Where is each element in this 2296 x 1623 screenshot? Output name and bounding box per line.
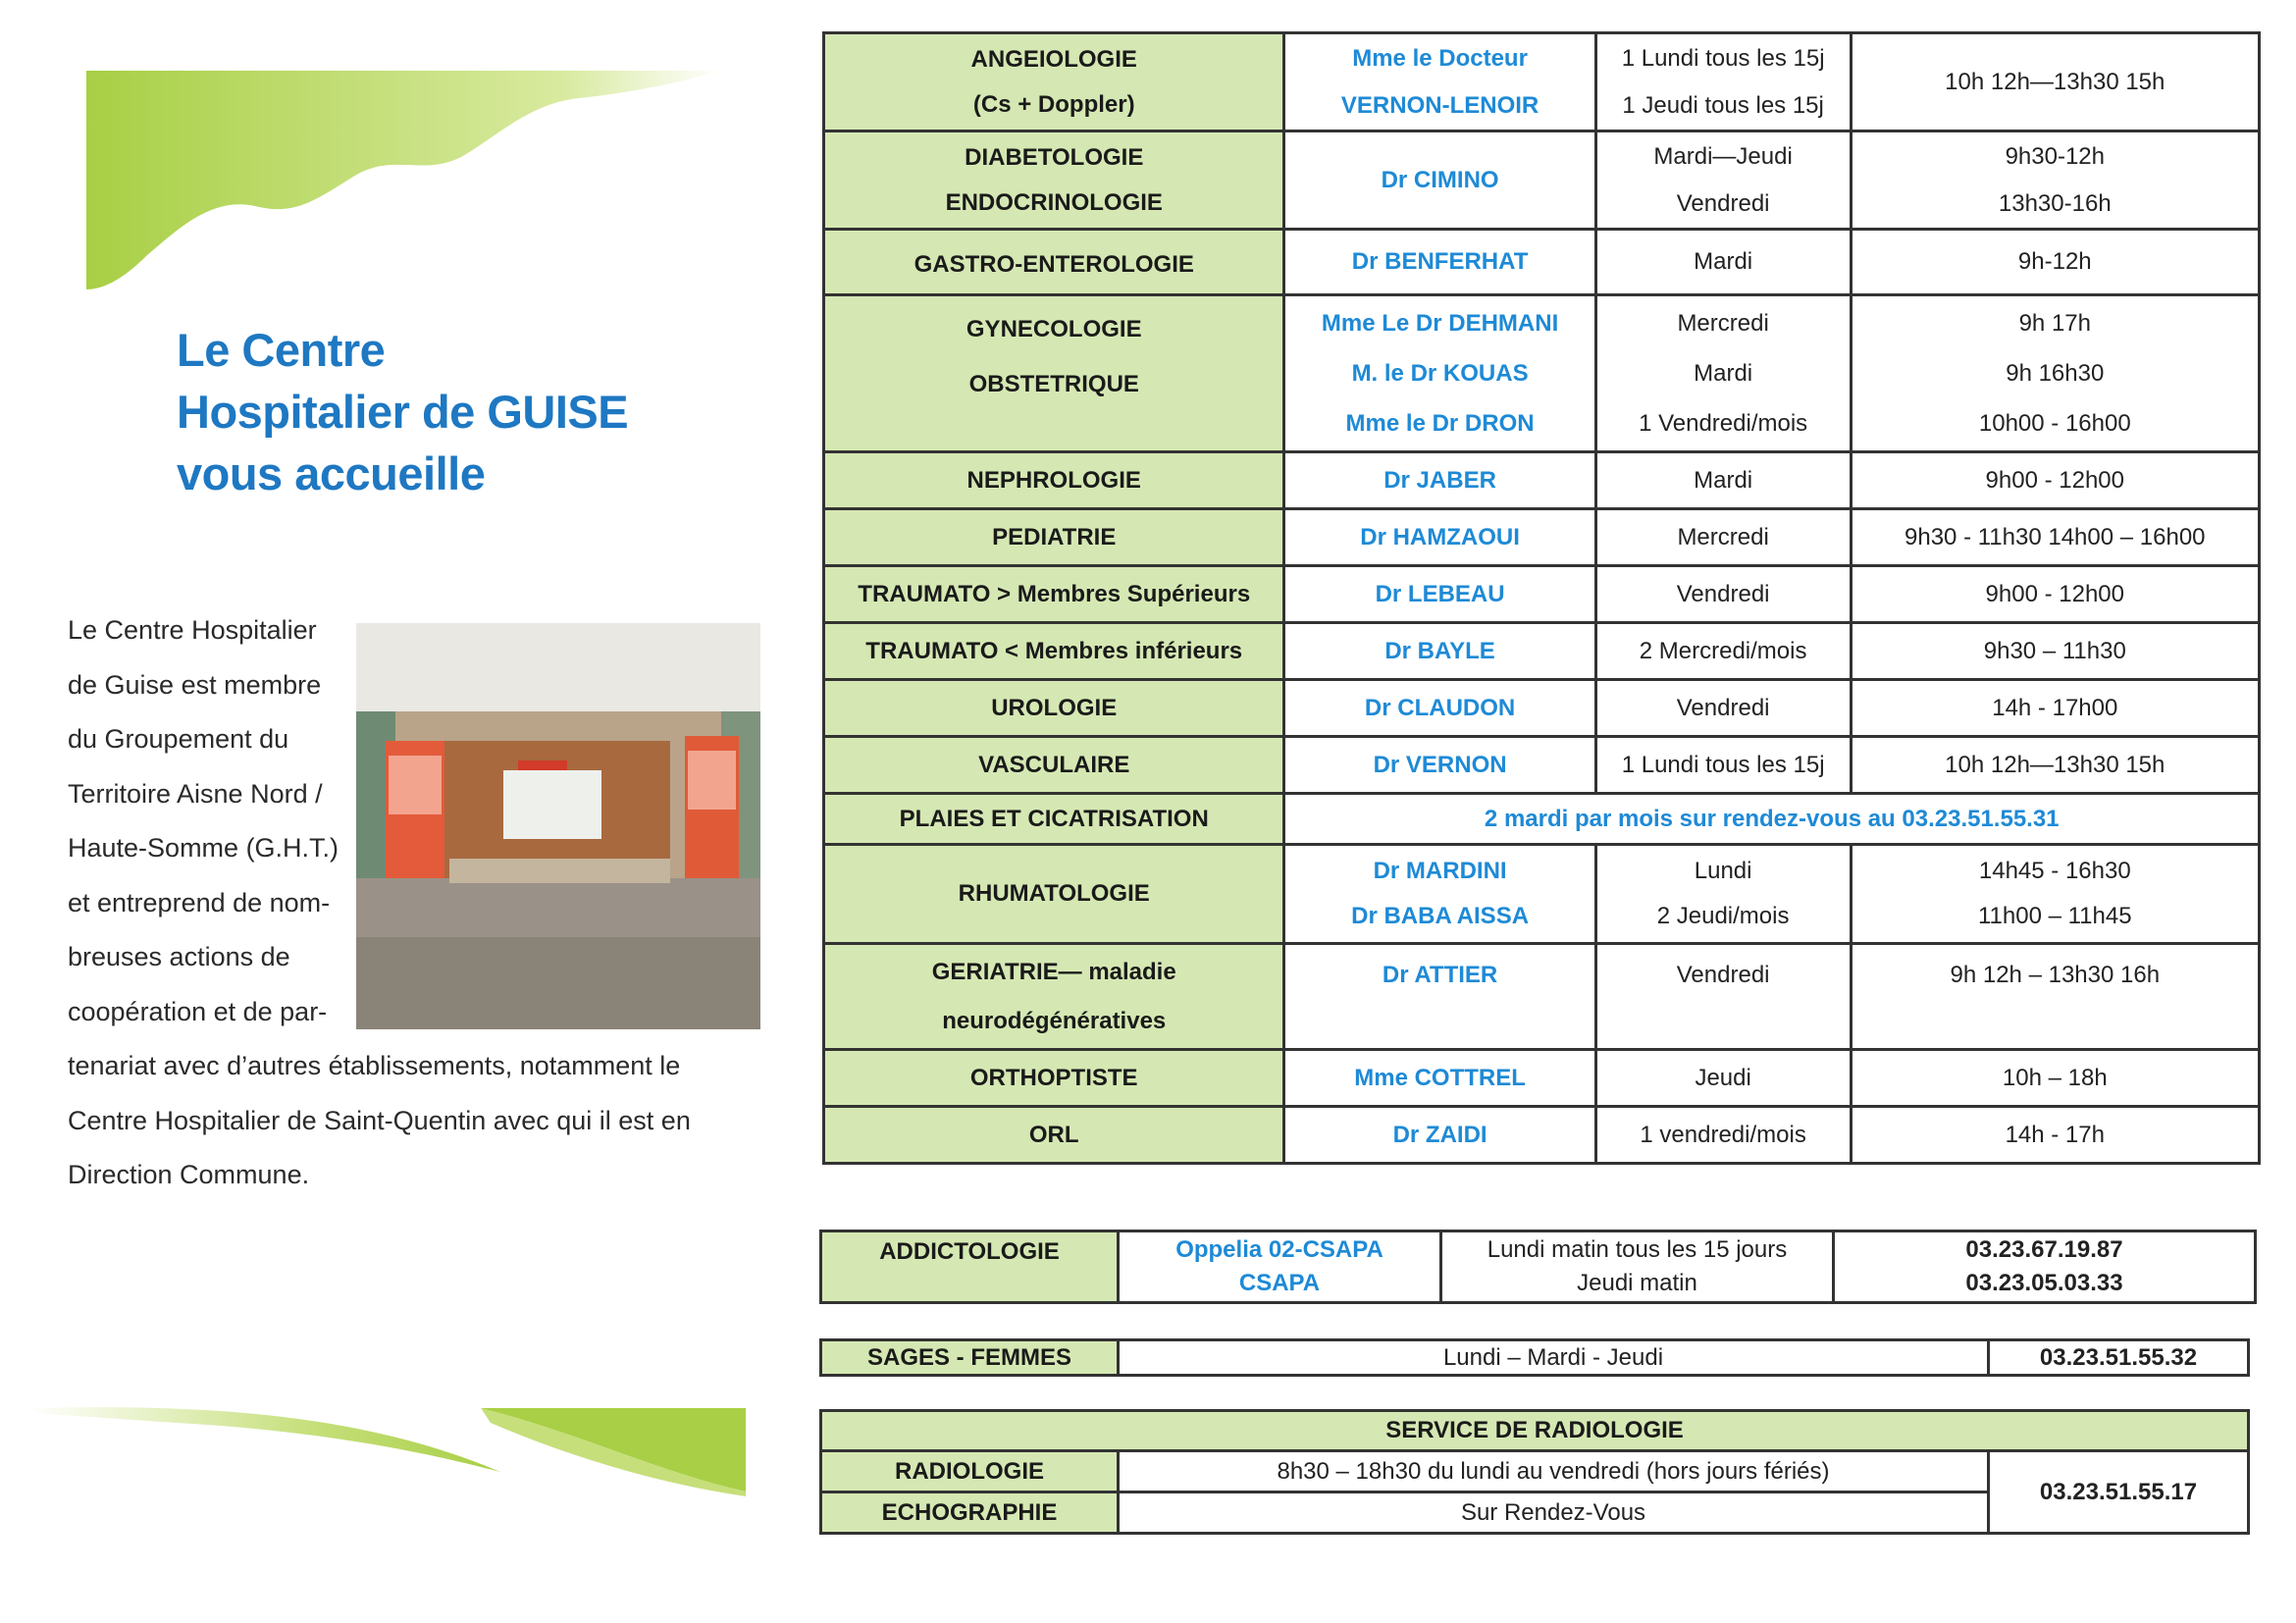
days-cell bbox=[1595, 295, 1851, 452]
green-wave-decoration bbox=[0, 59, 746, 304]
hours-cell bbox=[1851, 295, 2259, 452]
days-cell-line: Mardi bbox=[1694, 360, 1753, 387]
table-row bbox=[824, 131, 2260, 230]
table-row bbox=[824, 845, 2260, 944]
specialty-cell-line: UROLOGIE bbox=[991, 694, 1118, 721]
doctor-cell-line: Dr CLAUDON bbox=[1364, 694, 1516, 721]
doctor-cell bbox=[1284, 680, 1595, 737]
specialty-cell bbox=[824, 131, 1284, 230]
days-line: Jeudi matin bbox=[1577, 1270, 1697, 1296]
intro-line: breuses actions de bbox=[68, 942, 290, 971]
addictologie-label: ADDICTOLOGIE bbox=[821, 1231, 1119, 1303]
doctor-cell bbox=[1284, 230, 1595, 295]
table-row bbox=[824, 230, 2260, 295]
specialty-cell-line: OBSTETRIQUE bbox=[968, 371, 1139, 397]
echographie-info: Sur Rendez-Vous bbox=[1119, 1492, 1989, 1534]
days-cell bbox=[1595, 131, 1851, 230]
days-cell bbox=[1595, 1050, 1851, 1107]
addictologie-table bbox=[819, 1230, 2257, 1304]
specialty-cell-line: PLAIES ET CICATRISATION bbox=[899, 805, 1209, 832]
addictologie-days bbox=[1441, 1231, 1834, 1303]
doctor-cell bbox=[1284, 295, 1595, 452]
specialty-cell-line: neurodégénératives bbox=[942, 1007, 1167, 1034]
days-cell-line: 1 Lundi tous les 15j bbox=[1621, 44, 1825, 72]
merged-info: 2 mardi par mois sur rendez-vous au 03.23.51.55.31 bbox=[1284, 794, 2260, 845]
green-band-decoration bbox=[29, 1393, 756, 1501]
org-line: Oppelia 02-CSAPA bbox=[1175, 1236, 1383, 1263]
specialty-cell bbox=[824, 452, 1284, 509]
days-line: Lundi matin tous les 15 jours bbox=[1487, 1236, 1788, 1263]
days-cell bbox=[1595, 623, 1851, 680]
hours-cell-line: 9h30 – 11h30 bbox=[1983, 637, 2126, 664]
days-cell-line: Mardi bbox=[1694, 248, 1753, 275]
org-line: CSAPA bbox=[1238, 1270, 1321, 1296]
hours-cell-line: 9h30-12h bbox=[2005, 142, 2105, 170]
hours-cell bbox=[1851, 131, 2259, 230]
days-cell bbox=[1595, 33, 1851, 131]
hours-cell bbox=[1851, 1107, 2259, 1164]
table-row bbox=[824, 566, 2260, 623]
hours-cell-line: 14h - 17h bbox=[2005, 1121, 2105, 1148]
radiologie-info: 8h30 – 18h30 du lundi au vendredi (hors jours fériés) bbox=[1119, 1451, 1989, 1492]
doctor-cell-line: Dr MARDINI bbox=[1373, 858, 1507, 884]
specialty-cell-line: TRAUMATO < Membres inférieurs bbox=[865, 637, 1243, 664]
days-cell-line: Mardi—Jeudi bbox=[1653, 142, 1793, 170]
hours-cell bbox=[1851, 566, 2259, 623]
specialty-cell-line: (Cs + Doppler) bbox=[972, 90, 1135, 118]
specialty-cell bbox=[824, 680, 1284, 737]
specialty-cell-line: RHUMATOLOGIE bbox=[958, 880, 1150, 907]
table-row bbox=[824, 509, 2260, 566]
specialty-cell bbox=[824, 566, 1284, 623]
table-row bbox=[824, 295, 2260, 452]
days-cell-line: Vendredi bbox=[1676, 580, 1770, 607]
doctor-cell-line: Dr BABA AISSA bbox=[1351, 903, 1530, 929]
hours-cell-line: 10h – 18h bbox=[2002, 1064, 2108, 1091]
days-cell-line: Mercredi bbox=[1677, 523, 1769, 550]
phone-number: 03.23.51.55.17 bbox=[1989, 1451, 2249, 1534]
days-cell bbox=[1595, 452, 1851, 509]
hours-cell bbox=[1851, 680, 2259, 737]
phone-number: 03.23.05.03.33 bbox=[1965, 1270, 2123, 1296]
page-title bbox=[177, 319, 765, 504]
specialty-cell-line: DIABETOLOGIE bbox=[965, 143, 1144, 171]
specialty-cell-line: GERIATRIE— maladie bbox=[931, 958, 1176, 985]
doctor-cell bbox=[1284, 944, 1595, 1050]
specialty-cell-line: VASCULAIRE bbox=[978, 751, 1130, 778]
table-row bbox=[824, 794, 2260, 845]
intro-line: et entreprend de nom- bbox=[68, 887, 331, 917]
intro-line: Territoire Aisne Nord / bbox=[68, 778, 323, 809]
doctor-cell-line: Dr HAMZAOUI bbox=[1360, 523, 1520, 550]
hours-cell bbox=[1851, 944, 2259, 1050]
days-cell-line: Vendredi bbox=[1676, 694, 1770, 721]
specialty-cell bbox=[824, 944, 1284, 1050]
doctor-cell-line: Dr CIMINO bbox=[1381, 166, 1499, 193]
specialty-cell bbox=[824, 1107, 1284, 1164]
hours-cell bbox=[1851, 230, 2259, 295]
days-cell-line: 1 Lundi tous les 15j bbox=[1621, 751, 1825, 778]
hours-cell bbox=[1851, 509, 2259, 566]
addictologie-org bbox=[1119, 1231, 1441, 1303]
intro-line: Centre Hospitalier de Saint-Quentin avec qui il est en bbox=[68, 1105, 691, 1135]
doctor-cell-line: M. le Dr KOUAS bbox=[1351, 360, 1529, 387]
specialty-cell-line: ORTHOPTISTE bbox=[969, 1064, 1138, 1091]
title-line-3: vous accueille bbox=[177, 447, 486, 499]
table-row bbox=[824, 1050, 2260, 1107]
hours-cell-line: 9h30 - 11h30 14h00 – 16h00 bbox=[1905, 523, 2206, 550]
hours-cell-line: 9h00 - 12h00 bbox=[1985, 580, 2125, 607]
table-row bbox=[824, 452, 2260, 509]
phone-number: 03.23.67.19.87 bbox=[1965, 1236, 2123, 1263]
doctor-cell bbox=[1284, 623, 1595, 680]
days-cell bbox=[1595, 845, 1851, 944]
specialty-cell bbox=[824, 794, 1284, 845]
specialty-cell bbox=[824, 230, 1284, 295]
hours-cell bbox=[1851, 737, 2259, 794]
days-cell bbox=[1595, 566, 1851, 623]
title-line-2: Hospitalier de GUISE bbox=[177, 386, 629, 438]
doctor-cell bbox=[1284, 1050, 1595, 1107]
doctor-cell-line: Mme le Dr DRON bbox=[1345, 410, 1535, 437]
days-cell-line: Jeudi bbox=[1695, 1064, 1751, 1091]
hours-cell-line: 10h 12h—13h30 15h bbox=[1945, 751, 2166, 778]
days-cell-line: Vendredi bbox=[1676, 962, 1770, 988]
specialty-cell-line: GASTRO-ENTEROLOGIE bbox=[913, 251, 1194, 278]
table-row bbox=[824, 680, 2260, 737]
doctor-cell-line: Dr ATTIER bbox=[1382, 962, 1498, 988]
hours-cell-line: 11h00 – 11h45 bbox=[1977, 903, 2132, 929]
consultations-table bbox=[822, 31, 2261, 1165]
radiologie-label: RADIOLOGIE bbox=[821, 1451, 1119, 1492]
days-cell-line: 2 Mercredi/mois bbox=[1639, 637, 1807, 664]
doctor-cell-line: Dr BAYLE bbox=[1384, 637, 1495, 664]
intro-line: tenariat avec d’autres établissements, notamment le bbox=[68, 1051, 681, 1080]
doctor-cell-line: Mme le Docteur bbox=[1352, 44, 1528, 72]
specialty-cell-line: ENDOCRINOLOGIE bbox=[945, 188, 1163, 216]
doctor-cell-line: Mme COTTREL bbox=[1354, 1064, 1526, 1091]
days-cell-line: Mercredi bbox=[1677, 310, 1769, 337]
days-cell-line: 1 Jeudi tous les 15j bbox=[1622, 91, 1824, 119]
hours-cell-line: 10h00 - 16h00 bbox=[1978, 410, 2131, 437]
hours-cell bbox=[1851, 1050, 2259, 1107]
days-cell bbox=[1595, 737, 1851, 794]
intro-line: Haute-Somme (G.H.T.) bbox=[68, 833, 339, 863]
hours-cell bbox=[1851, 623, 2259, 680]
table-row bbox=[824, 33, 2260, 131]
days-cell bbox=[1595, 509, 1851, 566]
phone-number: 03.23.51.55.32 bbox=[1989, 1340, 2249, 1376]
hours-cell bbox=[1851, 33, 2259, 131]
intro-line: Le Centre Hospitalier bbox=[68, 615, 317, 645]
specialty-cell-line: ORL bbox=[1028, 1121, 1079, 1148]
sages-femmes-table bbox=[819, 1338, 2250, 1377]
intro-line: Direction Commune. bbox=[68, 1160, 310, 1189]
specialty-cell-line: ANGEIOLOGIE bbox=[970, 45, 1137, 73]
doctor-cell bbox=[1284, 1107, 1595, 1164]
echographie-label: ECHOGRAPHIE bbox=[821, 1492, 1119, 1534]
doctor-cell bbox=[1284, 566, 1595, 623]
days-cell-line: 1 Vendredi/mois bbox=[1639, 410, 1808, 437]
days-cell bbox=[1595, 230, 1851, 295]
doctor-cell bbox=[1284, 131, 1595, 230]
hours-cell bbox=[1851, 845, 2259, 944]
hours-cell-line: 13h30-16h bbox=[1998, 189, 2112, 217]
days-cell-line: Mardi bbox=[1694, 466, 1753, 494]
hours-cell-line: 10h 12h—13h30 15h bbox=[1945, 68, 2166, 95]
specialty-cell bbox=[824, 737, 1284, 794]
days-cell bbox=[1595, 680, 1851, 737]
left-panel bbox=[0, 0, 785, 1623]
hours-cell-line: 9h 12h – 13h30 16h bbox=[1950, 962, 2161, 988]
specialty-cell bbox=[824, 845, 1284, 944]
radiologie-table bbox=[819, 1409, 2250, 1535]
days-cell-line: 2 Jeudi/mois bbox=[1656, 903, 1790, 929]
doctor-cell-line: Dr LEBEAU bbox=[1375, 580, 1505, 607]
radiologie-header: SERVICE DE RADIOLOGIE bbox=[821, 1411, 2249, 1451]
hours-cell-line: 9h 16h30 bbox=[2006, 360, 2105, 387]
doctor-cell bbox=[1284, 845, 1595, 944]
addictologie-phones bbox=[1834, 1231, 2256, 1303]
specialty-cell bbox=[824, 33, 1284, 131]
doctor-cell-line: Dr BENFERHAT bbox=[1351, 248, 1529, 275]
sages-femmes-days: Lundi – Mardi - Jeudi bbox=[1119, 1340, 1989, 1376]
hours-cell bbox=[1851, 452, 2259, 509]
specialty-cell-line: GYNECOLOGIE bbox=[965, 316, 1142, 342]
specialty-cell-line: PEDIATRIE bbox=[992, 523, 1117, 550]
doctor-cell bbox=[1284, 509, 1595, 566]
hours-cell-line: 9h-12h bbox=[2017, 248, 2092, 275]
table-row bbox=[824, 623, 2260, 680]
days-cell bbox=[1595, 944, 1851, 1050]
doctor-cell bbox=[1284, 737, 1595, 794]
days-cell-line: 1 vendredi/mois bbox=[1640, 1121, 1806, 1148]
intro-line: du Groupement du bbox=[68, 724, 289, 754]
specialty-cell bbox=[824, 1050, 1284, 1107]
specialty-cell bbox=[824, 509, 1284, 566]
specialty-cell bbox=[824, 623, 1284, 680]
doctor-cell-line: Mme Le Dr DEHMANI bbox=[1321, 310, 1559, 337]
doctor-cell-line: VERNON-LENOIR bbox=[1340, 91, 1539, 119]
hours-cell-line: 9h00 - 12h00 bbox=[1985, 466, 2125, 494]
hours-cell-line: 14h45 - 16h30 bbox=[1978, 858, 2131, 884]
table-row bbox=[824, 737, 2260, 794]
intro-line: coopération et de par- bbox=[68, 996, 328, 1026]
days-cell-line: Vendredi bbox=[1676, 189, 1770, 217]
specialty-cell bbox=[824, 295, 1284, 452]
intro-line: de Guise est membre bbox=[68, 669, 322, 700]
days-cell-line: Lundi bbox=[1694, 858, 1752, 884]
title-line-1: Le Centre bbox=[177, 324, 386, 376]
doctor-cell-line: Dr JABER bbox=[1383, 466, 1496, 494]
table-row bbox=[824, 1107, 2260, 1164]
specialty-cell-line: NEPHROLOGIE bbox=[966, 466, 1141, 494]
hospital-entrance-photo bbox=[356, 623, 760, 1029]
doctor-cell bbox=[1284, 452, 1595, 509]
doctor-cell-line: Dr VERNON bbox=[1373, 751, 1507, 778]
hours-cell-line: 14h - 17h00 bbox=[1992, 694, 2118, 721]
doctor-cell bbox=[1284, 33, 1595, 131]
days-cell bbox=[1595, 1107, 1851, 1164]
doctor-cell-line: Dr ZAIDI bbox=[1392, 1121, 1487, 1148]
hours-cell-line: 9h 17h bbox=[2018, 310, 2091, 337]
table-row bbox=[824, 944, 2260, 1050]
specialty-cell-line: TRAUMATO > Membres Supérieurs bbox=[858, 580, 1251, 607]
sages-femmes-label: SAGES - FEMMES bbox=[821, 1340, 1119, 1376]
